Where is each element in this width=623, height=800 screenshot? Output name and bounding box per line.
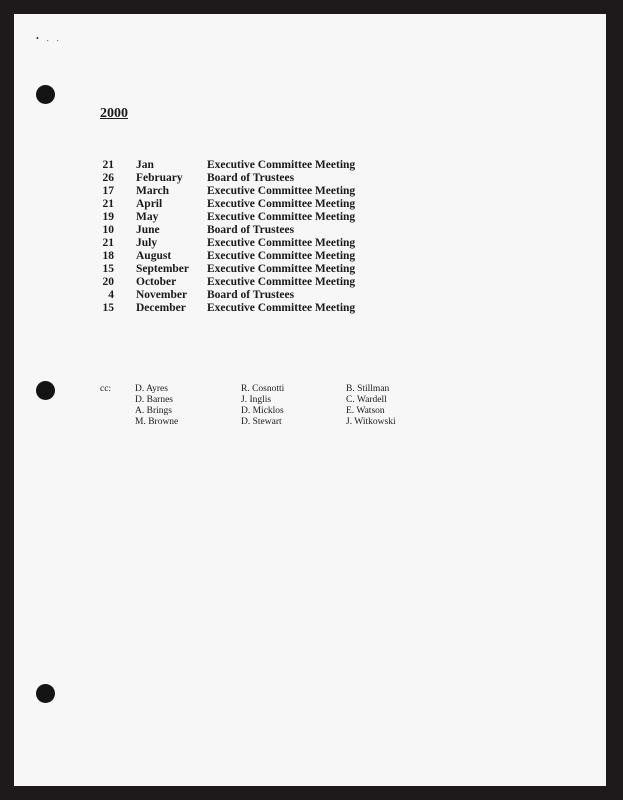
schedule-row [94, 276, 394, 289]
schedule-row [94, 211, 394, 224]
meeting-day: 21 [102, 159, 114, 171]
meeting-schedule [94, 159, 394, 315]
cc-recipient: D. Micklos [241, 406, 284, 416]
meeting-event: Executive Committee Meeting [207, 263, 356, 275]
meeting-month: October [136, 276, 177, 288]
punch-hole [36, 381, 55, 400]
meeting-day: 19 [102, 211, 114, 223]
cc-recipient: E. Watson [346, 406, 385, 416]
meeting-month: August [136, 250, 172, 262]
meeting-event: Executive Committee Meeting [207, 302, 356, 314]
schedule-row [94, 302, 394, 315]
meeting-day: 15 [102, 302, 114, 314]
meeting-day: 15 [102, 263, 114, 275]
punch-hole [36, 684, 55, 703]
schedule-row [94, 289, 394, 302]
schedule-row [94, 172, 394, 185]
cc-column [241, 384, 341, 428]
meeting-day: 26 [102, 172, 114, 184]
meeting-event: Executive Committee Meeting [207, 159, 356, 171]
meeting-event: Executive Committee Meeting [207, 276, 356, 288]
meeting-day: 4 [108, 289, 114, 301]
meeting-day: 10 [102, 224, 114, 236]
cc-recipient: B. Stillman [346, 384, 390, 394]
meeting-day: 21 [102, 237, 114, 249]
cc-recipient: D. Barnes [135, 395, 173, 405]
schedule-row [94, 224, 394, 237]
cc-recipient: R. Cosnotti [241, 384, 285, 394]
cc-recipient: D. Stewart [241, 417, 282, 427]
meeting-month: March [136, 185, 170, 197]
punch-hole [36, 85, 55, 104]
meeting-event: Board of Trustees [207, 289, 295, 301]
meeting-event: Board of Trustees [207, 172, 295, 184]
cc-recipient: C. Wardell [346, 395, 387, 405]
meeting-month: December [136, 302, 186, 314]
meeting-month: November [136, 289, 188, 301]
schedule-row [94, 237, 394, 250]
cc-recipient: A. Brings [135, 406, 172, 416]
meeting-event: Executive Committee Meeting [207, 198, 356, 210]
schedule-row [94, 263, 394, 276]
meeting-day: 20 [102, 276, 114, 288]
meeting-month: June [136, 224, 160, 236]
meeting-day: 17 [102, 185, 114, 197]
schedule-row [94, 250, 394, 263]
cc-label: cc: [100, 384, 112, 394]
document-page [14, 14, 606, 786]
meeting-event: Executive Committee Meeting [207, 185, 356, 197]
meeting-event: Executive Committee Meeting [207, 211, 356, 223]
cc-column [346, 384, 446, 428]
meeting-month: Jan [136, 159, 154, 171]
meeting-month: September [136, 263, 190, 275]
cc-recipient: J. Inglis [241, 395, 272, 405]
cc-recipient: J. Witkowski [346, 417, 396, 427]
schedule-year: 2000 [100, 106, 128, 121]
schedule-row [94, 185, 394, 198]
meeting-event: Board of Trustees [207, 224, 295, 236]
cc-recipient: M. Browne [135, 417, 179, 427]
meeting-month: July [136, 237, 158, 249]
schedule-row [94, 159, 394, 172]
cc-recipient: D. Ayres [135, 384, 168, 394]
header-marks: • . . [36, 34, 62, 43]
meeting-event: Executive Committee Meeting [207, 237, 356, 249]
meeting-day: 21 [102, 198, 114, 210]
schedule-row [94, 198, 394, 211]
meeting-month: May [136, 211, 159, 223]
meeting-day: 18 [102, 250, 114, 262]
meeting-event: Executive Committee Meeting [207, 250, 356, 262]
cc-column [135, 384, 235, 428]
meeting-month: April [136, 198, 163, 210]
meeting-month: February [136, 172, 183, 184]
